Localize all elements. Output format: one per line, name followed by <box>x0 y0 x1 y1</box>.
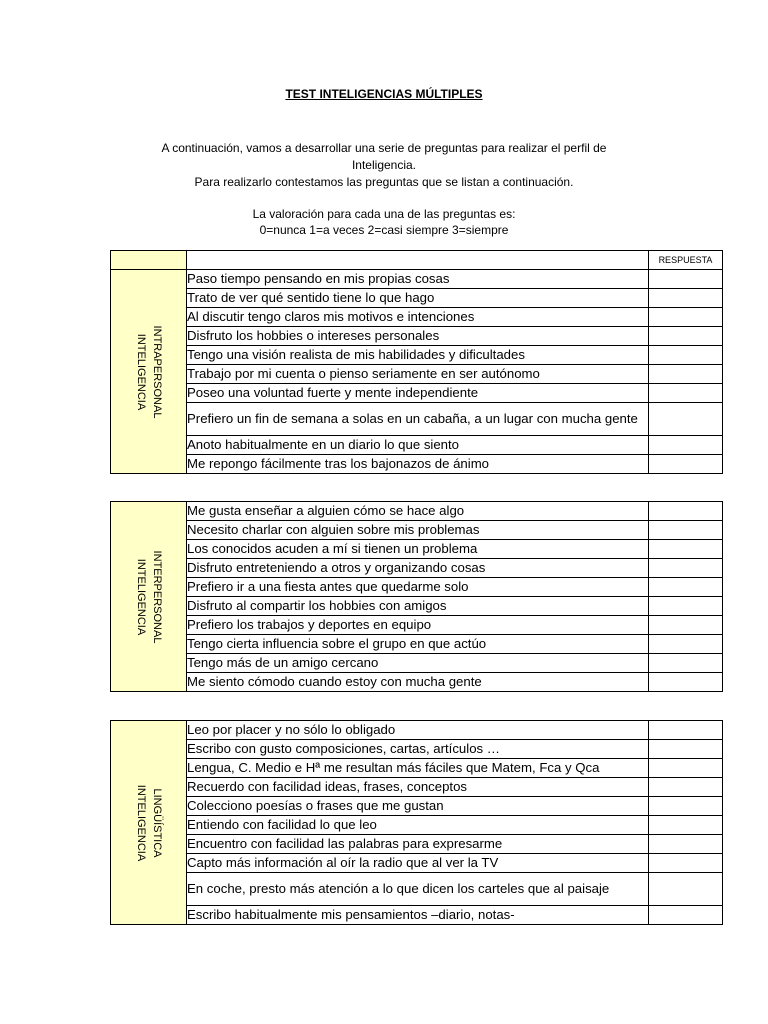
question-cell: Trato de ver qué sentido tiene lo que hago <box>187 289 649 308</box>
table-row <box>111 721 723 740</box>
category-cell-intrapersonal <box>111 270 187 474</box>
table-row <box>111 654 723 673</box>
table-row <box>111 559 723 578</box>
category-cell-interpersonal <box>111 502 187 692</box>
header-question-cell <box>187 251 649 270</box>
scale-line: La valoración para cada una de las preguntas es: <box>252 207 516 221</box>
answer-cell[interactable] <box>649 616 723 635</box>
table-row <box>111 854 723 873</box>
answer-cell[interactable] <box>649 759 723 778</box>
answer-cell[interactable] <box>649 308 723 327</box>
category-label: INTELIGENCIA <box>134 558 147 635</box>
answer-cell[interactable] <box>649 816 723 835</box>
table-row <box>111 455 723 474</box>
question-cell: Escribo con gusto composiciones, cartas, artículos … <box>187 740 649 759</box>
answer-cell[interactable] <box>649 365 723 384</box>
table-row <box>111 540 723 559</box>
question-cell: Leo por placer y no sólo lo obligado <box>187 721 649 740</box>
question-cell: Los conocidos acuden a mí si tienen un problema <box>187 540 649 559</box>
answer-cell[interactable] <box>649 740 723 759</box>
answer-cell[interactable] <box>649 327 723 346</box>
question-cell: Encuentro con facilidad las palabras para expresarme <box>187 835 649 854</box>
answer-cell[interactable] <box>649 635 723 654</box>
answer-cell[interactable] <box>649 654 723 673</box>
category-label: INTERPERSONAL <box>150 550 163 643</box>
question-cell: Capto más información al oír la radio que al ver la TV <box>187 854 649 873</box>
table-row <box>111 906 723 925</box>
category-cell-linguistica <box>111 721 187 925</box>
table-row <box>111 403 723 436</box>
table-row <box>111 635 723 654</box>
question-cell: Anoto habitualmente en un diario lo que siento <box>187 436 649 455</box>
scale-line: 0=nunca 1=a veces 2=casi siempre 3=siempre <box>259 223 509 237</box>
question-cell: Prefiero ir a una fiesta antes que quedarme solo <box>187 578 649 597</box>
table-row <box>111 436 723 455</box>
question-cell: Lengua, C. Medio e Hª me resultan más fáciles que Matem, Fca y Qca <box>187 759 649 778</box>
scale-description <box>110 206 658 238</box>
answer-cell[interactable] <box>649 346 723 365</box>
table-row <box>111 346 723 365</box>
table-row <box>111 673 723 692</box>
answer-cell[interactable] <box>649 521 723 540</box>
table-header-row <box>111 251 723 270</box>
answer-cell[interactable] <box>649 578 723 597</box>
question-cell: Tengo más de un amigo cercano <box>187 654 649 673</box>
table-row <box>111 616 723 635</box>
question-cell: Entiendo con facilidad lo que leo <box>187 816 649 835</box>
table-row <box>111 873 723 906</box>
answer-cell[interactable] <box>649 797 723 816</box>
answer-cell[interactable] <box>649 436 723 455</box>
answer-cell[interactable] <box>649 455 723 474</box>
answer-cell[interactable] <box>649 835 723 854</box>
table-row <box>111 521 723 540</box>
intrapersonal-table <box>110 250 723 474</box>
answer-cell[interactable] <box>649 854 723 873</box>
question-cell: Tengo una visión realista de mis habilidades y dificultades <box>187 346 649 365</box>
question-cell: En coche, presto más atención a lo que dicen los carteles que al paisaje <box>187 873 649 906</box>
question-cell: Disfruto entreteniendo a otros y organizando cosas <box>187 559 649 578</box>
answer-cell[interactable] <box>649 502 723 521</box>
answer-cell[interactable] <box>649 873 723 906</box>
table-row <box>111 365 723 384</box>
table-row <box>111 270 723 289</box>
interpersonal-table <box>110 501 723 692</box>
table-row <box>111 816 723 835</box>
table-row <box>111 597 723 616</box>
table-row <box>111 308 723 327</box>
table-row <box>111 778 723 797</box>
table-row <box>111 578 723 597</box>
linguistica-table <box>110 720 723 925</box>
question-cell: Prefiero un fin de semana a solas en un cabaña, a un lugar con mucha gente <box>187 403 649 436</box>
question-cell: Necesito charlar con alguien sobre mis problemas <box>187 521 649 540</box>
category-label: INTRAPERSONAL <box>150 325 163 418</box>
header-category-cell <box>111 251 187 270</box>
document-title: TEST INTELIGENCIAS MÚLTIPLES <box>285 87 483 101</box>
answer-cell[interactable] <box>649 540 723 559</box>
question-cell: Escribo habitualmente mis pensamientos –diario, notas- <box>187 906 649 925</box>
answer-cell[interactable] <box>649 597 723 616</box>
question-cell: Trabajo por mi cuenta o pienso seriamente en ser autónomo <box>187 365 649 384</box>
answer-cell[interactable] <box>649 673 723 692</box>
question-cell: Paso tiempo pensando en mis propias cosas <box>187 270 649 289</box>
intro-text <box>110 140 658 191</box>
question-cell: Me repongo fácilmente tras los bajonazos de ánimo <box>187 455 649 474</box>
answer-cell[interactable] <box>649 778 723 797</box>
answer-cell[interactable] <box>649 384 723 403</box>
question-cell: Al discutir tengo claros mis motivos e intenciones <box>187 308 649 327</box>
question-cell: Tengo cierta influencia sobre el grupo en que actúo <box>187 635 649 654</box>
answer-cell[interactable] <box>649 906 723 925</box>
category-label: LINGÜÍSTICA <box>150 787 163 858</box>
question-cell: Poseo una voluntad fuerte y mente independiente <box>187 384 649 403</box>
question-cell: Disfruto al compartir los hobbies con amigos <box>187 597 649 616</box>
answer-column-header: RESPUESTA <box>649 251 723 270</box>
table-row <box>111 289 723 308</box>
answer-cell[interactable] <box>649 559 723 578</box>
table-row <box>111 384 723 403</box>
question-cell: Recuerdo con facilidad ideas, frases, conceptos <box>187 778 649 797</box>
category-label: INTELIGENCIA <box>134 333 147 410</box>
question-cell: Prefiero los trabajos y deportes en equipo <box>187 616 649 635</box>
intro-line: A continuación, vamos a desarrollar una serie de preguntas para realizar el perfil de <box>161 141 607 155</box>
answer-cell[interactable] <box>649 403 723 436</box>
answer-cell[interactable] <box>649 270 723 289</box>
intro-line: Inteligencia. <box>351 158 417 172</box>
table-row <box>111 740 723 759</box>
table-row <box>111 327 723 346</box>
intro-line: Para realizarlo contestamos las preguntas que se listan a continuación. <box>194 175 574 189</box>
answer-cell[interactable] <box>649 289 723 308</box>
category-label: INTELIGENCIA <box>134 784 147 861</box>
question-cell: Disfruto los hobbies o intereses personales <box>187 327 649 346</box>
table-row <box>111 835 723 854</box>
table-row <box>111 797 723 816</box>
question-cell: Me siento cómodo cuando estoy con mucha gente <box>187 673 649 692</box>
question-cell: Colecciono poesías o frases que me gustan <box>187 797 649 816</box>
question-cell: Me gusta enseñar a alguien cómo se hace algo <box>187 502 649 521</box>
answer-cell[interactable] <box>649 721 723 740</box>
table-row <box>111 759 723 778</box>
table-row <box>111 502 723 521</box>
